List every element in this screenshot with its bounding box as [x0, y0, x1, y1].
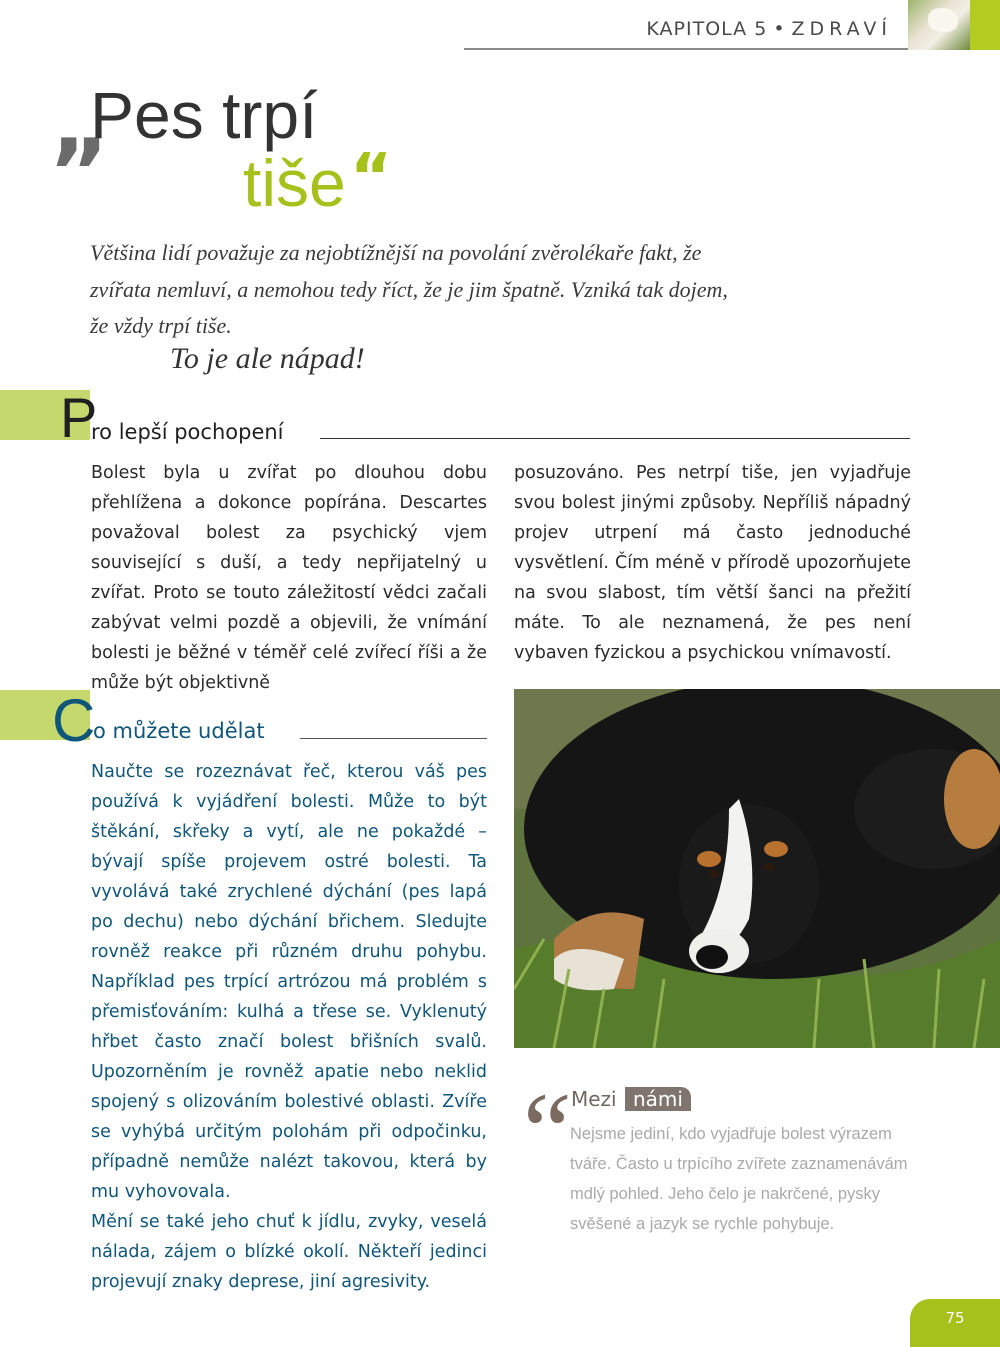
- chapter-header: [646, 18, 892, 40]
- dog-photo: [514, 689, 1000, 1048]
- section2-rule: [300, 738, 487, 739]
- page-number: 75: [945, 1309, 965, 1327]
- page-title-line1: Pes trpí: [90, 78, 318, 152]
- quote-heading-plain: Mezi: [571, 1087, 617, 1111]
- section2-column: [91, 757, 487, 1297]
- section1-title: ro lepší pochopení: [91, 420, 284, 444]
- title-close-quote: “: [350, 141, 393, 215]
- chapter-label: KAPITOLA 5: [646, 18, 768, 40]
- chapter-bullet: •: [773, 18, 786, 40]
- section1-rule: [320, 438, 910, 439]
- intro-paragraph: Většina lidí považuje za nejobtížnější na povolání zvěrolékaře fakt, že zvířata nemluví, a nemohou tedy říct, že je jim špatně. Vzniká tak dojem, že vždy trpí tiše.: [90, 240, 728, 338]
- intro-punchline: To je ale nápad!: [170, 342, 365, 375]
- section1-dropcap: P: [60, 386, 98, 449]
- quote-body: Nejsme jediní, kdo vyjadřuje bolest výrazem tváře. Často u trpícího zvířete zaznamenávám mdlý pohled. Jeho čelo je nakrčené, pysky svěšené a jazyk se rychle pohybuje.: [570, 1125, 908, 1233]
- quote-heading: [571, 1087, 691, 1111]
- dog-illustration: [514, 689, 1000, 1048]
- header-dog-thumbnail: [908, 0, 970, 50]
- quote-heading-pill: námi: [625, 1087, 691, 1111]
- chapter-topic: ZDRAVÍ: [791, 18, 892, 40]
- section2-title: o můžete udělat: [93, 719, 265, 743]
- section2-paragraph2: Mění se také jeho chuť k jídlu, zvyky, veselá nálada, zájem o blízké okolí. Někteří jedinci projevují znaky deprese, jiní agresivity.: [91, 1212, 487, 1292]
- page-title-line2: tiše: [243, 146, 346, 220]
- section2-paragraph1: Naučte se rozeznávat řeč, kterou váš pes používá k vyjádření bolesti. Může to být štěkání, skřeky a vytí, ale ne pokaždé – bývají spíše projevem ostré bolesti. Ta vyvolává také zrychlené dýchání (pes lapá po dechu) nebo dýchání břichem. Sledujte rovněž reakce při různém druhu pohybu. Například pes trpící artrózou má problém s přemisťováním: kulhá a třese se. Vyklenutý hřbet často značí bolest břišních svalů. Upozorněním je rovněž apatie nebo neklid spojený s olizováním bolestivé oblasti. Zvíře se vyhýbá určitým polohám při odpočinku, případně nemůže nalézt takovou, která by mu vyhovovala.: [91, 762, 487, 1202]
- quote-mark-icon: “: [512, 1070, 574, 1192]
- section2-dropcap: C: [52, 687, 96, 754]
- section1-column1: Bolest byla u zvířat po dlouhou dobu přehlížena a dokonce popírána. Descartes považoval bolest za psychický vjem související s duší, a tedy nepřijatelný u zvířat. Proto se touto záležitostí vědci začali zabývat velmi pozdě a objevili, že vnímání bolesti je běžné v téměř celé zvířecí říši a že může být objektivně: [91, 463, 487, 693]
- title-open-quote: „: [50, 70, 111, 177]
- section1-column2: posuzováno. Pes netrpí tiše, jen vyjadřuje svou bolest jinými způsoby. Nepříliš nápadný projev utrpení má často jednoduché vysvětlení. Čím méně v přírodě upozorňujete na svou slabost, tím větší šanci na přežití máte. To ale neznamená, že pes není vybaven fyzickou a psychickou vnímavostí.: [514, 463, 911, 663]
- header-green-tab: [970, 0, 1000, 50]
- header-rule: [464, 48, 910, 50]
